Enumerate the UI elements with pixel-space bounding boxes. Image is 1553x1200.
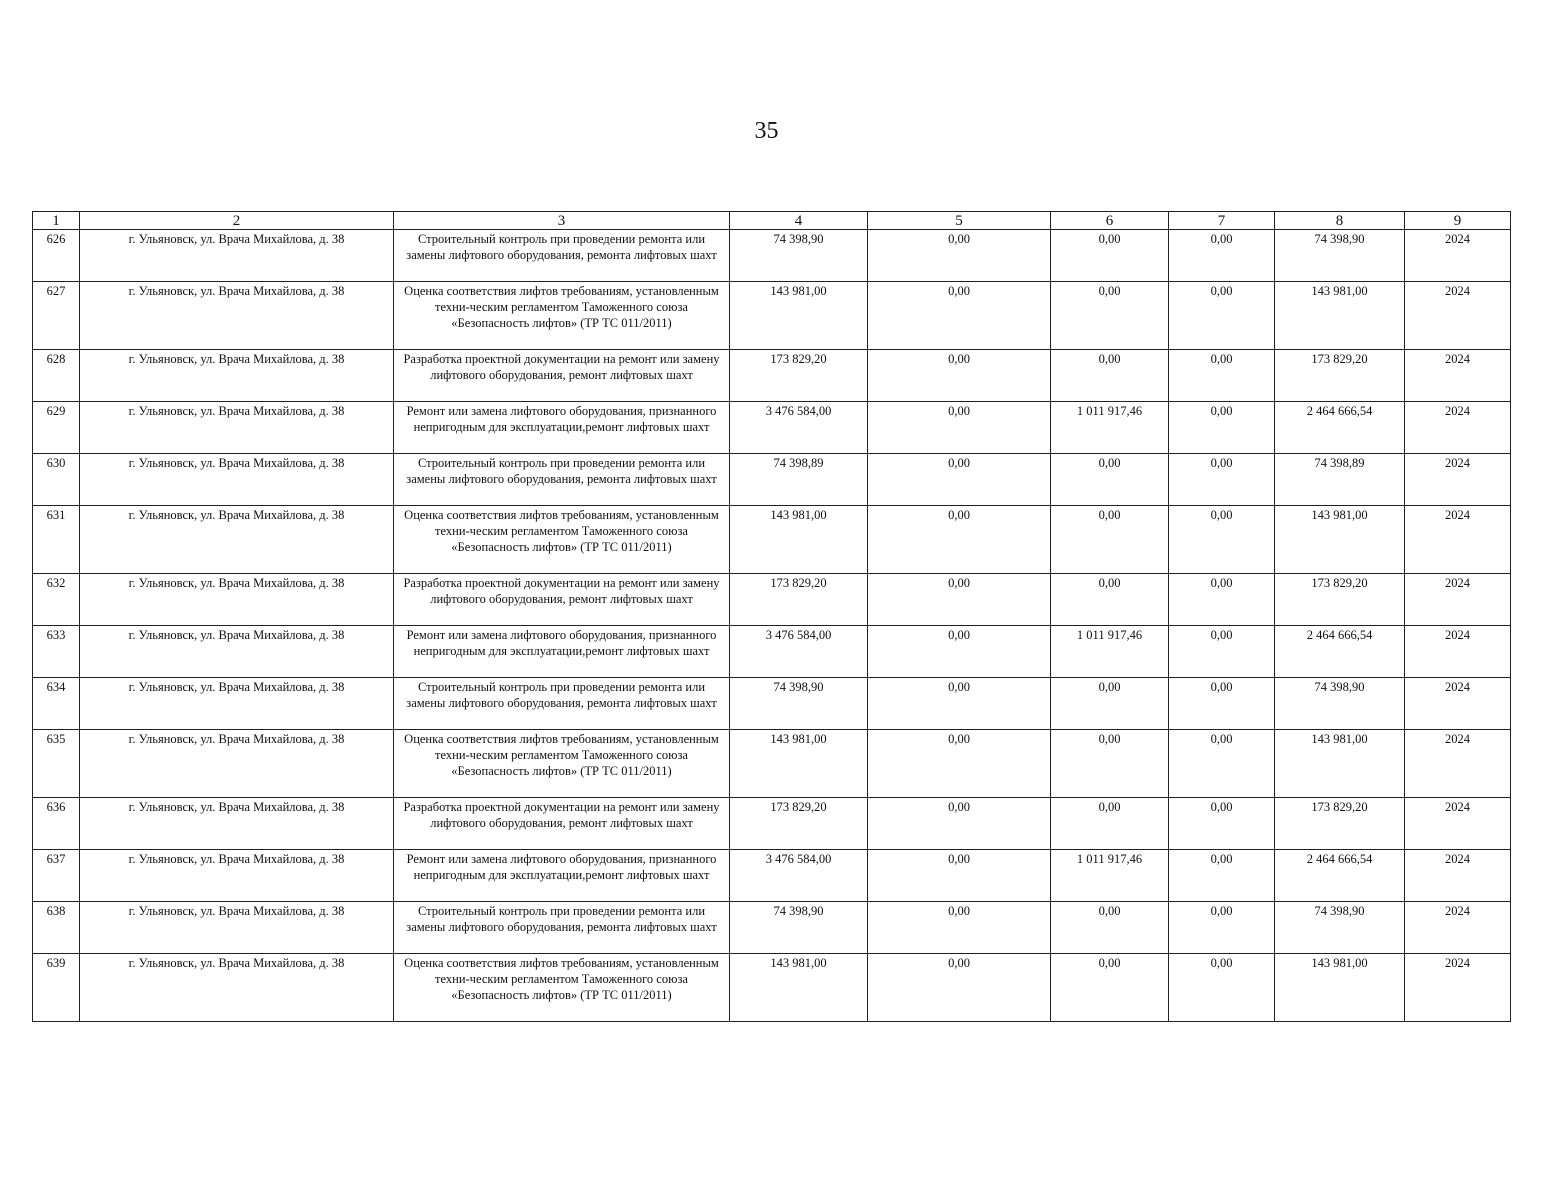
column-header: 8: [1275, 212, 1405, 230]
row-number: 637: [33, 850, 80, 902]
column-header: 1: [33, 212, 80, 230]
address-cell: г. Ульяновск, ул. Врача Михайлова, д. 38: [80, 506, 394, 574]
amount-col5-cell: 0,00: [868, 574, 1051, 626]
amount-col7-cell: 0,00: [1169, 506, 1275, 574]
amount-col4-cell: 3 476 584,00: [730, 850, 868, 902]
table-row: [33, 402, 1511, 454]
work-type-cell: Строительный контроль при проведении ремонта или замены лифтового оборудования, ремонта лифтовых шахт: [394, 454, 730, 506]
amount-col8-cell: 74 398,89: [1275, 454, 1405, 506]
row-number: 631: [33, 506, 80, 574]
table-row: [33, 850, 1511, 902]
table-row: [33, 454, 1511, 506]
row-number: 633: [33, 626, 80, 678]
amount-col5-cell: 0,00: [868, 230, 1051, 282]
work-type-cell: Разработка проектной документации на ремонт или замену лифтового оборудования, ремонт лифтовых шахт: [394, 574, 730, 626]
amount-col8-cell: 173 829,20: [1275, 798, 1405, 850]
amount-col7-cell: 0,00: [1169, 350, 1275, 402]
year-cell: 2024: [1405, 454, 1511, 506]
amount-col4-cell: 74 398,89: [730, 454, 868, 506]
row-number: 628: [33, 350, 80, 402]
amount-col7-cell: 0,00: [1169, 282, 1275, 350]
year-cell: 2024: [1405, 626, 1511, 678]
amount-col6-cell: 0,00: [1051, 454, 1169, 506]
year-cell: 2024: [1405, 798, 1511, 850]
year-cell: 2024: [1405, 350, 1511, 402]
amount-col7-cell: 0,00: [1169, 574, 1275, 626]
row-number: 639: [33, 954, 80, 1022]
work-type-cell: Оценка соответствия лифтов требованиям, установленным техни-ческим регламентом Таможенного союза «Безопасность лифтов» (ТР ТС 011/2011): [394, 282, 730, 350]
column-header: 4: [730, 212, 868, 230]
amount-col8-cell: 2 464 666,54: [1275, 626, 1405, 678]
amount-col8-cell: 143 981,00: [1275, 954, 1405, 1022]
amount-col7-cell: 0,00: [1169, 454, 1275, 506]
amount-col6-cell: 0,00: [1051, 230, 1169, 282]
amount-col5-cell: 0,00: [868, 626, 1051, 678]
amount-col5-cell: 0,00: [868, 954, 1051, 1022]
row-number: 630: [33, 454, 80, 506]
address-cell: г. Ульяновск, ул. Врача Михайлова, д. 38: [80, 954, 394, 1022]
table-body: [33, 230, 1511, 1022]
page-number: 35: [754, 118, 779, 144]
amount-col6-cell: 0,00: [1051, 506, 1169, 574]
table-row: [33, 678, 1511, 730]
work-type-cell: Строительный контроль при проведении ремонта или замены лифтового оборудования, ремонта лифтовых шахт: [394, 678, 730, 730]
amount-col7-cell: 0,00: [1169, 850, 1275, 902]
amount-col5-cell: 0,00: [868, 506, 1051, 574]
year-cell: 2024: [1405, 954, 1511, 1022]
year-cell: 2024: [1405, 574, 1511, 626]
amount-col5-cell: 0,00: [868, 850, 1051, 902]
amount-col4-cell: 3 476 584,00: [730, 626, 868, 678]
works-table: [32, 211, 1511, 1022]
table-row: [33, 574, 1511, 626]
amount-col4-cell: 143 981,00: [730, 730, 868, 798]
row-number: 629: [33, 402, 80, 454]
amount-col4-cell: 143 981,00: [730, 954, 868, 1022]
column-header: 9: [1405, 212, 1511, 230]
amount-col6-cell: 0,00: [1051, 954, 1169, 1022]
amount-col7-cell: 0,00: [1169, 954, 1275, 1022]
amount-col4-cell: 173 829,20: [730, 798, 868, 850]
year-cell: 2024: [1405, 902, 1511, 954]
amount-col5-cell: 0,00: [868, 798, 1051, 850]
amount-col7-cell: 0,00: [1169, 402, 1275, 454]
work-type-cell: Оценка соответствия лифтов требованиям, установленным техни-ческим регламентом Таможенного союза «Безопасность лифтов» (ТР ТС 011/2011): [394, 954, 730, 1022]
work-type-cell: Разработка проектной документации на ремонт или замену лифтового оборудования, ремонт лифтовых шахт: [394, 350, 730, 402]
table-row: [33, 506, 1511, 574]
work-type-cell: Строительный контроль при проведении ремонта или замены лифтового оборудования, ремонта лифтовых шахт: [394, 902, 730, 954]
amount-col5-cell: 0,00: [868, 282, 1051, 350]
work-type-cell: Ремонт или замена лифтового оборудования, признанного непригодным для эксплуатации,ремонт лифтовых шахт: [394, 850, 730, 902]
amount-col8-cell: 143 981,00: [1275, 730, 1405, 798]
row-number: 632: [33, 574, 80, 626]
amount-col5-cell: 0,00: [868, 730, 1051, 798]
work-type-cell: Строительный контроль при проведении ремонта или замены лифтового оборудования, ремонта лифтовых шахт: [394, 230, 730, 282]
address-cell: г. Ульяновск, ул. Врача Михайлова, д. 38: [80, 402, 394, 454]
row-number: 627: [33, 282, 80, 350]
column-header: 2: [80, 212, 394, 230]
address-cell: г. Ульяновск, ул. Врача Михайлова, д. 38: [80, 678, 394, 730]
amount-col8-cell: 2 464 666,54: [1275, 402, 1405, 454]
amount-col5-cell: 0,00: [868, 350, 1051, 402]
amount-col5-cell: 0,00: [868, 402, 1051, 454]
column-header: 5: [868, 212, 1051, 230]
address-cell: г. Ульяновск, ул. Врача Михайлова, д. 38: [80, 902, 394, 954]
table-row: [33, 626, 1511, 678]
table-row: [33, 350, 1511, 402]
amount-col7-cell: 0,00: [1169, 626, 1275, 678]
amount-col7-cell: 0,00: [1169, 730, 1275, 798]
amount-col4-cell: 74 398,90: [730, 678, 868, 730]
work-type-cell: Ремонт или замена лифтового оборудования, признанного непригодным для эксплуатации,ремонт лифтовых шахт: [394, 402, 730, 454]
address-cell: г. Ульяновск, ул. Врача Михайлова, д. 38: [80, 350, 394, 402]
column-number-row: [33, 212, 1511, 230]
amount-col7-cell: 0,00: [1169, 678, 1275, 730]
row-number: 636: [33, 798, 80, 850]
year-cell: 2024: [1405, 282, 1511, 350]
amount-col6-cell: 1 011 917,46: [1051, 850, 1169, 902]
amount-col6-cell: 1 011 917,46: [1051, 402, 1169, 454]
amount-col5-cell: 0,00: [868, 902, 1051, 954]
amount-col4-cell: 173 829,20: [730, 350, 868, 402]
amount-col4-cell: 143 981,00: [730, 506, 868, 574]
amount-col4-cell: 173 829,20: [730, 574, 868, 626]
work-type-cell: Разработка проектной документации на ремонт или замену лифтового оборудования, ремонт лифтовых шахт: [394, 798, 730, 850]
address-cell: г. Ульяновск, ул. Врача Михайлова, д. 38: [80, 454, 394, 506]
amount-col6-cell: 0,00: [1051, 798, 1169, 850]
address-cell: г. Ульяновск, ул. Врача Михайлова, д. 38: [80, 798, 394, 850]
table-row: [33, 954, 1511, 1022]
amount-col8-cell: 173 829,20: [1275, 574, 1405, 626]
amount-col5-cell: 0,00: [868, 678, 1051, 730]
work-type-cell: Ремонт или замена лифтового оборудования, признанного непригодным для эксплуатации,ремонт лифтовых шахт: [394, 626, 730, 678]
address-cell: г. Ульяновск, ул. Врача Михайлова, д. 38: [80, 850, 394, 902]
address-cell: г. Ульяновск, ул. Врача Михайлова, д. 38: [80, 282, 394, 350]
amount-col8-cell: 74 398,90: [1275, 230, 1405, 282]
amount-col6-cell: 0,00: [1051, 730, 1169, 798]
work-type-cell: Оценка соответствия лифтов требованиям, установленным техни-ческим регламентом Таможенного союза «Безопасность лифтов» (ТР ТС 011/2011): [394, 730, 730, 798]
amount-col6-cell: 0,00: [1051, 574, 1169, 626]
column-header: 6: [1051, 212, 1169, 230]
row-number: 626: [33, 230, 80, 282]
address-cell: г. Ульяновск, ул. Врача Михайлова, д. 38: [80, 626, 394, 678]
column-header: 7: [1169, 212, 1275, 230]
amount-col4-cell: 3 476 584,00: [730, 402, 868, 454]
amount-col7-cell: 0,00: [1169, 902, 1275, 954]
amount-col4-cell: 143 981,00: [730, 282, 868, 350]
year-cell: 2024: [1405, 730, 1511, 798]
amount-col5-cell: 0,00: [868, 454, 1051, 506]
year-cell: 2024: [1405, 850, 1511, 902]
amount-col8-cell: 143 981,00: [1275, 282, 1405, 350]
table-row: [33, 230, 1511, 282]
work-type-cell: Оценка соответствия лифтов требованиям, установленным техни-ческим регламентом Таможенного союза «Безопасность лифтов» (ТР ТС 011/2011): [394, 506, 730, 574]
amount-col6-cell: 0,00: [1051, 678, 1169, 730]
address-cell: г. Ульяновск, ул. Врача Михайлова, д. 38: [80, 230, 394, 282]
amount-col6-cell: 0,00: [1051, 902, 1169, 954]
amount-col7-cell: 0,00: [1169, 230, 1275, 282]
year-cell: 2024: [1405, 230, 1511, 282]
row-number: 634: [33, 678, 80, 730]
amount-col4-cell: 74 398,90: [730, 902, 868, 954]
row-number: 635: [33, 730, 80, 798]
table-row: [33, 902, 1511, 954]
year-cell: 2024: [1405, 678, 1511, 730]
amount-col8-cell: 2 464 666,54: [1275, 850, 1405, 902]
amount-col8-cell: 173 829,20: [1275, 350, 1405, 402]
amount-col6-cell: 0,00: [1051, 282, 1169, 350]
row-number: 638: [33, 902, 80, 954]
table-row: [33, 730, 1511, 798]
address-cell: г. Ульяновск, ул. Врача Михайлова, д. 38: [80, 574, 394, 626]
amount-col4-cell: 74 398,90: [730, 230, 868, 282]
table-row: [33, 798, 1511, 850]
year-cell: 2024: [1405, 402, 1511, 454]
amount-col6-cell: 0,00: [1051, 350, 1169, 402]
table-row: [33, 282, 1511, 350]
amount-col8-cell: 74 398,90: [1275, 678, 1405, 730]
address-cell: г. Ульяновск, ул. Врача Михайлова, д. 38: [80, 730, 394, 798]
year-cell: 2024: [1405, 506, 1511, 574]
amount-col6-cell: 1 011 917,46: [1051, 626, 1169, 678]
amount-col8-cell: 143 981,00: [1275, 506, 1405, 574]
column-header: 3: [394, 212, 730, 230]
amount-col8-cell: 74 398,90: [1275, 902, 1405, 954]
amount-col7-cell: 0,00: [1169, 798, 1275, 850]
